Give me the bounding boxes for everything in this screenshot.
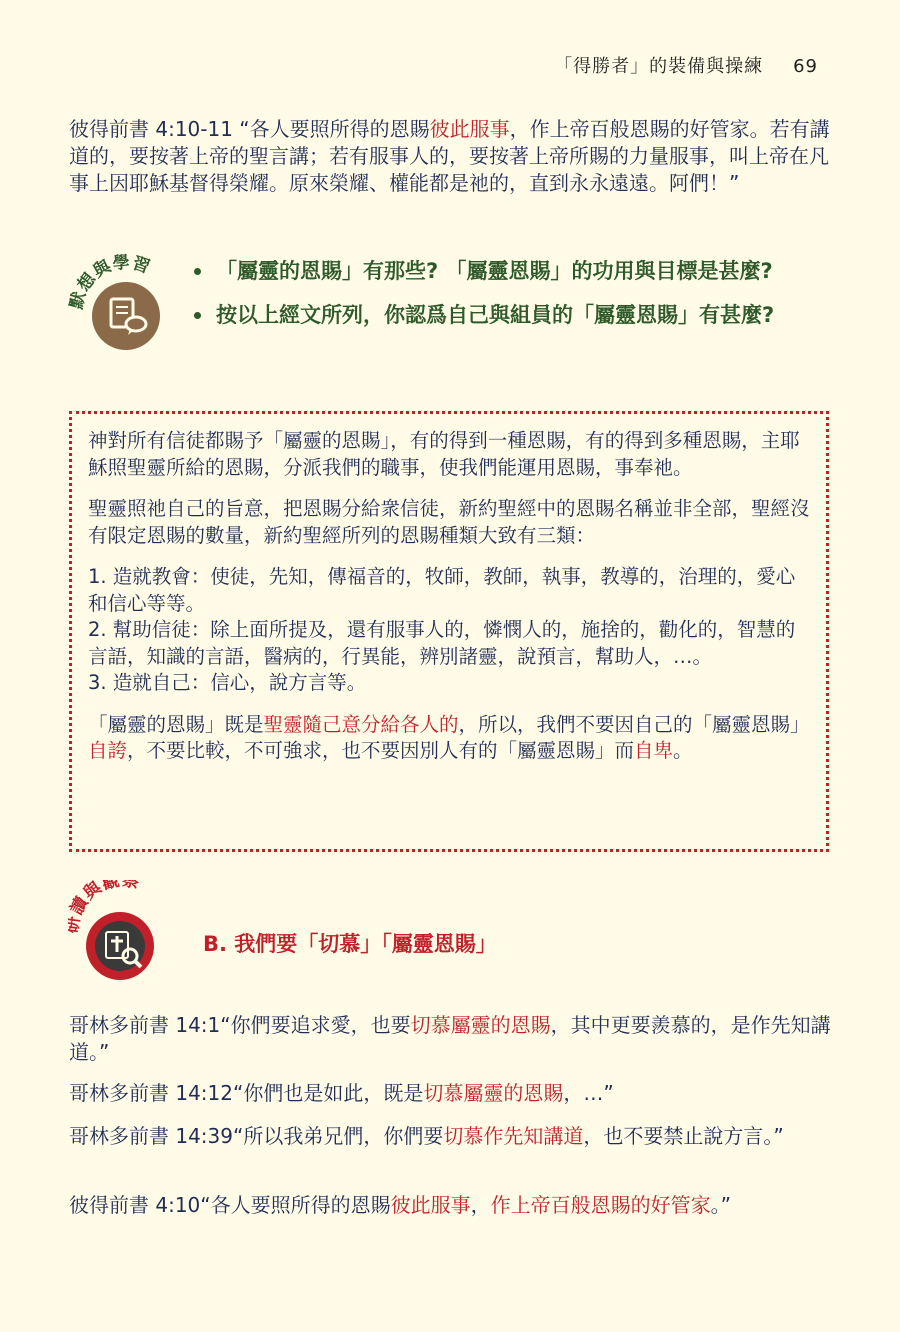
intro-passage: 彼得前書 4:10-11 “各人要照所得的恩賜彼此服事，作上帝百般恩賜的好管家。若有講道的，要按著上帝的聖言講；若有服事人的，要按著上帝所賜的力量服事，叫上帝在凡事上因耶穌基督得榮耀。原來榮耀、權能都是祂的，直到永永遠遠。阿們！”	[69, 117, 830, 195]
verse-ref: 哥林多前書 14:1	[69, 1013, 221, 1037]
gift-category: 1. 造就教會：使徒，先知，傳福音的，牧師，教師，執事，教導的，治理的，愛心和信心等等。	[88, 565, 796, 615]
section-title: B. 我們要「切慕」「屬靈恩賜」	[203, 932, 497, 956]
list-item: 按以上經文所列，你認爲自己與組員的「屬靈恩賜」有甚麼?	[192, 301, 832, 330]
gift-category: 3. 造就自己：信心，說方言等。	[88, 671, 367, 694]
gift-category: 2. 幫助信徒：除上面所提及，還有服事人的，憐憫人的，施捨的，勸化的，智慧的言語，知識的言語，醫病的，行異能，辨別諸靈，說預言，幫助人，…。	[88, 618, 796, 668]
page-number: 69	[793, 56, 818, 77]
explanation-box	[69, 411, 829, 852]
meditate-questions	[192, 257, 832, 345]
highlight: 彼此服事	[429, 117, 510, 141]
verse-ref: 彼得前書 4:10-11	[69, 117, 233, 141]
running-title: 「得勝者」的裝備與操練	[554, 56, 764, 77]
meditate-badge-label: 默想與學習	[68, 252, 154, 312]
study-badge	[68, 880, 180, 990]
verse-ref: 哥林多前書 14:39	[69, 1124, 233, 1148]
list-item: 「屬靈的恩賜」有那些? 「屬靈恩賜」的功用與目標是甚麼?	[192, 257, 832, 286]
verse-4: 彼得前書 4:10“各人要照所得的恩賜彼此服事，作上帝百般恩賜的好管家。”	[69, 1193, 732, 1217]
verse-2: 哥林多前書 14:12“你們也是如此，既是切慕屬靈的恩賜，…”	[69, 1081, 614, 1105]
study-badge-graphic	[68, 880, 180, 990]
box-paragraph: 聖靈照祂自己的旨意，把恩賜分給衆信徒，新約聖經中的恩賜名稱並非全部，聖經沒有限定恩賜的數量，新約聖經所列的恩賜種類大致有三類：	[88, 497, 810, 547]
verse-3: 哥林多前書 14:39“所以我弟兄們，你們要切慕作先知講道，也不要禁止說方言。”	[69, 1124, 784, 1148]
meditate-badge	[68, 244, 180, 356]
box-conclusion: 「屬靈的恩賜」既是聖靈隨己意分給各人的，所以，我們不要因自己的「屬靈恩賜」自誇，不要比較，不可強求，也不要因別人有的「屬靈恩賜」而自卑。	[88, 712, 810, 762]
running-header	[554, 52, 818, 78]
verse-ref: 彼得前書 4:10	[69, 1193, 201, 1217]
meditate-badge-graphic	[68, 244, 180, 356]
verse-1: 哥林多前書 14:1“你們要追求愛，也要切慕屬靈的恩賜，其中更要羨慕的，是作先知講道。”	[69, 1013, 831, 1064]
verse-ref: 哥林多前書 14:12	[69, 1081, 233, 1105]
box-paragraph: 神對所有信徒都賜予「屬靈的恩賜」，有的得到一種恩賜，有的得到多種恩賜，主耶穌照聖靈所給的恩賜，分派我們的職事，使我們能運用恩賜，事奉祂。	[88, 429, 800, 479]
study-badge-label: 讀與觀察	[68, 880, 142, 919]
